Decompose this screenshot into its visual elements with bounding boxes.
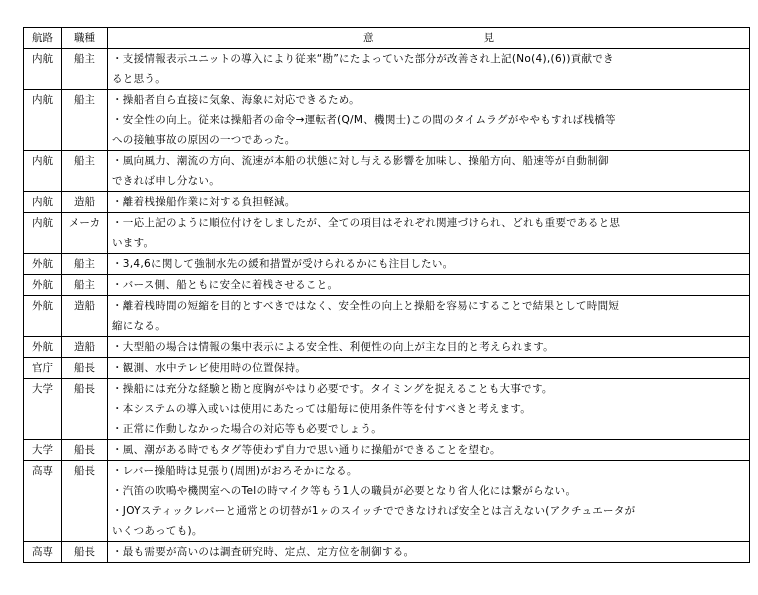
header-opinion <box>108 28 750 49</box>
occupation-cell: 船主 <box>62 275 108 296</box>
opinion-cell <box>108 49 750 90</box>
route-cell: 内航 <box>24 49 62 90</box>
route-cell: 外航 <box>24 275 62 296</box>
table-row <box>24 358 750 379</box>
opinion-line: いくつあっても)。 <box>112 525 203 537</box>
table-row <box>24 461 750 542</box>
opinion-line: への接触事故の原因の一つであった。 <box>112 134 296 146</box>
opinion-line: ・正常に作動しなかった場合の対応等も必要でしょう。 <box>112 423 382 435</box>
header-opinion-char-2: 見 <box>483 32 494 44</box>
opinion-line: ・風、潮がある時でもタグ等使わず自力で思い通りに操船ができることを望む。 <box>112 444 501 456</box>
opinion-cell <box>108 275 750 296</box>
opinion-cell <box>108 151 750 192</box>
opinion-cell <box>108 254 750 275</box>
opinion-cell <box>108 192 750 213</box>
route-cell: 外航 <box>24 337 62 358</box>
route-cell: 官庁 <box>24 358 62 379</box>
opinion-line: ・バース側、船ともに安全に着桟させること。 <box>112 279 339 291</box>
occupation-cell: 船長 <box>62 461 108 542</box>
opinion-line: ・汽笛の吹鳴や機関室へのTelの時マイク等もう1人の職員が必要となり省人化には繋がらない。 <box>112 485 577 497</box>
opinion-cell <box>108 337 750 358</box>
table-row <box>24 379 750 440</box>
table-header-row <box>24 28 750 49</box>
opinion-cell <box>108 296 750 337</box>
opinion-line: ・風向風力、潮流の方向、流速が本船の状態に対し与える影響を加味し、操船方向、船速等が自動制御 <box>112 155 609 167</box>
opinion-cell <box>108 90 750 151</box>
header-opinion-char-1: 意 <box>363 32 374 44</box>
table-body <box>24 49 750 563</box>
opinion-cell <box>108 379 750 440</box>
route-cell: 高専 <box>24 461 62 542</box>
route-cell: 外航 <box>24 296 62 337</box>
table-row <box>24 151 750 192</box>
occupation-cell: 船主 <box>62 49 108 90</box>
opinion-cell <box>108 213 750 254</box>
opinion-line: ・操船には充分な経験と勘と度胸がやはり必要です。タイミングを捉えることも大事です。 <box>112 383 553 395</box>
route-cell: 高専 <box>24 542 62 563</box>
table-row <box>24 254 750 275</box>
opinion-cell <box>108 542 750 563</box>
route-cell: 内航 <box>24 151 62 192</box>
opinion-line: ・支援情報表示ユニットの導入により従来“勘”にたよっていた部分が改善され上記(No(4),(6))貢献でき <box>112 53 614 65</box>
table-row <box>24 49 750 90</box>
opinion-line: ・大型船の場合は情報の集中表示による安全性、利便性の向上が主な目的と考えられます。 <box>112 341 554 353</box>
route-cell: 内航 <box>24 192 62 213</box>
opinion-line: ・3,4,6に関して強制水先の緩和措置が受けられるかにも注目したい。 <box>112 258 454 270</box>
occupation-cell: 船主 <box>62 254 108 275</box>
route-cell: 内航 <box>24 90 62 151</box>
opinion-cell <box>108 461 750 542</box>
table-row <box>24 192 750 213</box>
opinion-line: ・操船者自ら直接に気象、海象に対応できるため。 <box>112 94 360 106</box>
table-row <box>24 275 750 296</box>
route-cell: 内航 <box>24 213 62 254</box>
header-route: 航路 <box>24 28 62 49</box>
header-kind: 職種 <box>62 28 108 49</box>
opinion-line: できれば申し分ない。 <box>112 175 220 187</box>
route-cell: 大学 <box>24 440 62 461</box>
occupation-cell: 造船 <box>62 192 108 213</box>
route-cell: 外航 <box>24 254 62 275</box>
opinion-line: います。 <box>112 237 155 249</box>
table-row <box>24 213 750 254</box>
occupation-cell: 船長 <box>62 440 108 461</box>
occupation-cell: 船主 <box>62 90 108 151</box>
opinion-line: ・離着桟操船作業に対する負担軽減。 <box>112 196 296 208</box>
opinion-table <box>23 27 750 563</box>
opinion-line: ・JOYスティックレバーと通常との切替が1ヶのスイッチでできなければ安全とは言えない(アクチュエータが <box>112 505 636 517</box>
opinion-line: 縮になる。 <box>112 320 166 332</box>
opinion-line: ・離着桟時間の短縮を目的とすべきではなく、安全性の向上と操船を容易にすることで結果として時間短 <box>112 300 620 312</box>
opinion-line: ・一応上記のように順位付けをしましたが、全ての項目はそれぞれ関連づけられ、どれも重要であると思 <box>112 217 621 229</box>
occupation-cell: 船長 <box>62 379 108 440</box>
table-row <box>24 296 750 337</box>
occupation-cell: 船長 <box>62 542 108 563</box>
opinion-cell <box>108 440 750 461</box>
opinion-cell <box>108 358 750 379</box>
occupation-cell: 造船 <box>62 296 108 337</box>
opinion-line: ・レバー操船時は見張り(周囲)がおろそかになる。 <box>112 465 358 477</box>
opinion-line: ると思う。 <box>112 73 166 85</box>
route-cell: 大学 <box>24 379 62 440</box>
occupation-cell: 造船 <box>62 337 108 358</box>
table-row <box>24 90 750 151</box>
occupation-cell: 船主 <box>62 151 108 192</box>
opinion-line: ・最も需要が高いのは調査研究時、定点、定方位を制御する。 <box>112 546 415 558</box>
occupation-cell: 船長 <box>62 358 108 379</box>
occupation-cell: メーカ <box>62 213 108 254</box>
table-row <box>24 440 750 461</box>
opinion-line: ・観測、水中テレビ使用時の位置保持。 <box>112 362 307 374</box>
table-row <box>24 542 750 563</box>
opinion-line: ・安全性の向上。従来は操船者の命令→運転者(Q/M、機関士)この間のタイムラグがややもすれば桟橋等 <box>112 114 616 126</box>
table-row <box>24 337 750 358</box>
opinion-line: ・本システムの導入或いは使用にあたっては船毎に使用条件等を付すべきと考えます。 <box>112 403 532 415</box>
